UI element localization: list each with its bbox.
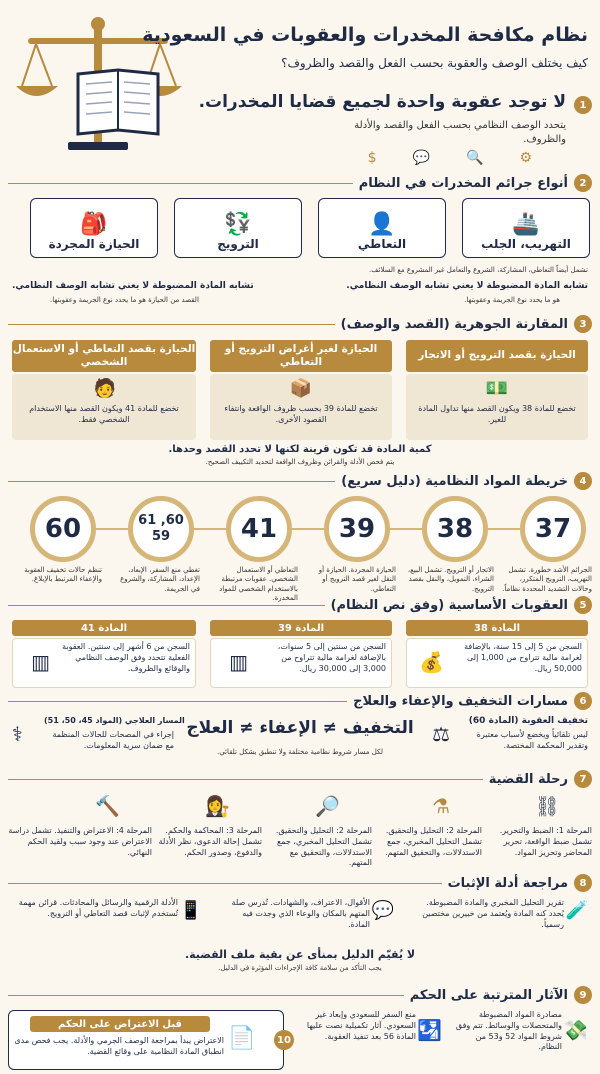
- penalty-text: السجن من سنتين إلى 5 سنوات، بالإضافة لغرامة مالية تتراوح من 3,000 إلى 30,000 ريال.: [277, 642, 386, 673]
- money-hand-icon: $: [367, 150, 377, 166]
- note: هو ما يحدد نوع الجريمة وعقوبتها.: [464, 296, 560, 304]
- note: تشمل أيضاً التعاطي، المشاركة، الشروع والتعامل غير المشروع مع السلائف.: [369, 266, 588, 274]
- section-5-header: [8, 594, 592, 616]
- handcuffs-icon: ⛓: [534, 794, 560, 818]
- section-number: 8: [574, 874, 592, 892]
- section-6-header: [8, 690, 592, 712]
- section-number: 2: [574, 174, 592, 192]
- note: تشابه المادة المضبوطة لا يعني تشابه الوصف النظامي.: [12, 281, 254, 291]
- evidence-item: تقرير التحليل المخبري والمادة المضبوطة. يُحدد كنه المادة ويُعتمد من خبيرين مختصين رسمياً.: [422, 898, 564, 929]
- section-3-header: [8, 313, 592, 335]
- appeal-header: قبل الاعتراض على الحكم: [30, 1016, 210, 1032]
- section-number: 5: [574, 596, 592, 614]
- case-step: المرحلة 2: التحليل والتحقيق. تشمل التحليل المخبري، جمع الاستدلالات، والتحقيق المتهم.: [385, 826, 482, 857]
- comparison-text: تخضع للمادة 41 ويكون القصد منها الاستخدام الشخصي فقط.: [29, 404, 179, 424]
- article-text: التعاطي أو الاستعمال الشخصي. عقوبات مرتبطة بالاستخدام الشخصي للمواد المخدرة.: [219, 566, 298, 603]
- section-title: أنواع جرائم المخدرات في النظام: [358, 175, 568, 191]
- section-number: 7: [574, 770, 592, 788]
- penalty-text: السجن من 5 إلى 15 سنة، بالإضافة لغرامة مالية تتراوح من 1,000 إلى 50,000 ريال.: [464, 642, 582, 673]
- note: القصد من الحيازة هو ما يحدد نوع الجريمة وعقوبتها.: [50, 296, 199, 304]
- comparison-header: الحيازة لغير أغراض الترويج أو التعاطي: [210, 340, 392, 372]
- card-promotion: [174, 198, 302, 258]
- box-icon: 📦: [289, 378, 312, 399]
- treatment-text: إجراء في المصحات للحالات المنظمة مع ضمان سرية المعلومات.: [52, 730, 174, 750]
- section-1-heading: لا توجد عقوبة واحدة لجميع قضايا المخدرات.: [198, 92, 566, 112]
- page-title: نظام مكافحة المخدرات والعقوبات في السعودية: [142, 24, 588, 46]
- money-exchange-icon: 💱: [224, 212, 252, 237]
- medical-icon: ⚕: [12, 722, 23, 746]
- section-4-header: [8, 470, 592, 492]
- section-title: الآثار المترتبة على الحكم: [409, 987, 568, 1003]
- article-text: تغطي منع السفر، الإبعاد، الإعداد، المشاركة، والشروع في الجريمة.: [120, 566, 200, 593]
- case-step: المرحلة 3: المحاكمة والحكم. تشمل إحالة الدعوى، نظر الأدلة والدفوع، وصدور الحكم.: [158, 826, 262, 857]
- divider: [8, 324, 335, 325]
- card-smuggling: [462, 198, 590, 258]
- evidence-note-2: يجب التأكد من سلامة كافة الإجراءات المؤثرة في الدليل.: [218, 964, 382, 972]
- gavel-icon: ⚖: [432, 722, 450, 746]
- passport-icon: 🛂: [417, 1018, 442, 1042]
- prison-bars-icon: ▥: [31, 650, 50, 674]
- section-title: رحلة القضية: [488, 771, 568, 787]
- card-use: [318, 198, 446, 258]
- lab-report-icon: 🧪: [565, 900, 588, 921]
- judgment-effect: منع السفر للسعودي وإبعاد غير السعودي. آثار تكميلية نصت عليها المادة 56 بعد تنفيذ العقوبة.: [306, 1010, 416, 1041]
- card-label: التهريب، الجلب: [481, 237, 571, 251]
- document-search-icon: 🔍: [466, 150, 484, 166]
- judgment-effect: مصادرة المواد المضبوطة والمتحصلات والوسائط. تتم وفق شروط المواد 52 و53 من النظام.: [455, 1010, 562, 1052]
- article-circle: 60, 61 59: [128, 496, 194, 562]
- evidence-item: الأقوال، الاعتراف، والشهادات. تُدرس صلة المتهم بالمكان والوعاء الذي وجدت فيه المادة.: [231, 898, 370, 929]
- mitigation-equation: التخفيف ≠ الإعفاء ≠ العلاج: [186, 718, 414, 738]
- evidence-item: الأدلة الرقمية والرسائل والمحادثات. قرائن مهمة تُستخدم لإثبات قصد التعاطي أو الترويج.: [18, 898, 178, 918]
- phone-icon: 📱: [179, 900, 202, 921]
- prison-bars-icon: ▥: [229, 650, 248, 674]
- gears-icon: ⚙: [519, 150, 532, 166]
- section-1-text-2: والظروف.: [523, 134, 566, 145]
- article-text: الاتجار أو الترويج. تشمل البيع، الشراء، التمويل، والنقل بقصد الترويج.: [407, 566, 494, 593]
- backpack-icon: 🎒: [80, 212, 108, 237]
- divider: [8, 481, 335, 482]
- case-step: المرحلة 2: التحليل والتحقيق. تشمل التحليل المخبري، جمع الاستدلالات، والتحقيق مع المتهم.: [275, 826, 372, 868]
- card-label: الترويج: [217, 237, 259, 251]
- section-title: خريطة المواد النظامية (دليل سريع): [341, 473, 568, 489]
- section-number: 3: [574, 315, 592, 333]
- section-number: 9: [574, 986, 592, 1004]
- gavel-icon: 🔨: [95, 794, 120, 818]
- header: [0, 0, 600, 92]
- comparison-header: الحيازة بقصد الترويج أو الاتجار: [406, 340, 588, 372]
- section-title: العقوبات الأساسية (وفق نص النظام): [330, 597, 568, 613]
- comparison-text: تخضع للمادة 39 بحسب ظروف الواقعة وانتفاء القصود الأخرى.: [224, 404, 378, 424]
- appeal-text: الاعتراض يبدأ بمراجعة الوصف الجرمي والأدلة. يجب فحص مدى انطباق المادة النظامية على وقائع القضية.: [14, 1036, 224, 1056]
- section-title: مسارات التخفيف والإعفاء والعلاج: [353, 693, 568, 709]
- money-hand-icon: 💵: [485, 378, 508, 399]
- penalty-text: السجن من 6 أشهر إلى سنتين. العقوبة الفعلية تتحدد وفق الوصف النظامي والوقائع والظروف.: [62, 642, 190, 673]
- divider: [8, 779, 483, 780]
- note: تشابه المادة المضبوطة لا يعني تشابه الوصف النظامي.: [346, 281, 588, 291]
- section-7-header: [8, 768, 592, 790]
- divider: [8, 605, 325, 606]
- card-possession: [30, 198, 158, 258]
- person-icon: 👤: [368, 212, 396, 237]
- evidence-note: لا يُقيّم الدليل بمنأى عن بقية ملف القضية.: [184, 948, 416, 961]
- penalty-header: المادة 38: [406, 620, 588, 636]
- article-circle: 60: [30, 496, 96, 562]
- article-text: الحيازة المجردة. الحيازة أو النقل لغير قصد الترويج أو التعاطي.: [318, 566, 396, 593]
- article-circle: 39: [324, 496, 390, 562]
- comparison-text: تخضع للمادة 38 ويكون القصد منها تداول المادة للغير.: [418, 404, 576, 424]
- ship-icon: 🚢: [512, 212, 540, 237]
- card-label: التعاطي: [357, 237, 407, 251]
- card-label: الحيازة المجردة: [48, 237, 140, 251]
- article-text: الجرائم الأشد خطورة. تشمل التهريب، الترويج المتكرر، وحالات التشديد المحددة نظاماً.: [502, 566, 592, 593]
- treatment-heading: المسار العلاجي (المواد 45، 50، 51): [44, 716, 185, 725]
- case-step: المرحلة 4: الاعتراض والتنفيذ. تشمل دراسة الاعتراض عند وجود سبب ولقيد الحكم النهائي.: [8, 826, 152, 857]
- mitigation-heading: تخفيف العقوبة (المادة 60): [468, 716, 588, 726]
- lab-icon: ⚗: [432, 794, 450, 818]
- mitigation-text: ليس تلقائياً ويخضع لأسباب معتبرة وتقدير المحكمة المختصة.: [476, 730, 588, 750]
- section-1-text: يتحدد الوصف النظامي بحسب الفعل والقصد والأدلة: [354, 120, 566, 131]
- section-number: 4: [574, 472, 592, 490]
- penalty-header: المادة 41: [12, 620, 196, 636]
- section-2-header: [8, 172, 592, 194]
- document-review-icon: 📄: [228, 1026, 256, 1051]
- divider: [8, 883, 442, 884]
- article-circle: 38: [422, 496, 488, 562]
- article-text: تنظم حالات تخفيف العقوبة والإعفاء المرتبط بالإبلاغ.: [24, 566, 102, 584]
- speech-icon: 💬: [371, 900, 394, 921]
- cash-box-icon: 💸: [563, 1018, 588, 1042]
- section-title: المقارنة الجوهرية (القصد والوصف): [340, 316, 568, 332]
- case-step: المرحلة 1: الضبط والتحرير. تشمل ضبط الواقعة، تحرير المحاضر وتحريز المواد.: [499, 826, 592, 857]
- page-subtitle: كيف يختلف الوصف والعقوبة بحسب الفعل والقصد والظروف؟: [281, 56, 588, 70]
- appeal-number: 10: [274, 1030, 294, 1050]
- comparison-note-2: يتم فحص الأدلة والقرائن وظروف الواقعة لتحديد التكييف الصحيح.: [205, 458, 395, 466]
- section-title: مراجعة أدلة الإثبات: [447, 875, 568, 891]
- mitigation-note: لكل مسار شروط نظامية مختلفة ولا تنطبق بشكل تلقائي.: [216, 748, 384, 756]
- judge-icon: 👩‍⚖: [205, 794, 230, 818]
- document-magnifier-icon: 🔎: [315, 794, 340, 818]
- section-9-header: [8, 984, 592, 1006]
- comparison-note: كمية المادة قد تكون قرينة لكنها لا تحدد القصد وحدها.: [168, 444, 432, 455]
- divider: [8, 995, 404, 996]
- section-8-header: [8, 872, 592, 894]
- divider: [8, 701, 347, 702]
- section-1: [192, 92, 592, 174]
- section-number: 1: [574, 96, 592, 114]
- penalty-header: المادة 39: [210, 620, 392, 636]
- article-circle: 37: [520, 496, 586, 562]
- money-bag-icon: 💰: [419, 650, 444, 674]
- divider: [8, 183, 353, 184]
- smoking-person-icon: 🧑: [93, 378, 116, 399]
- speech-bubble-icon: 💬: [412, 150, 430, 166]
- article-circle: 41: [226, 496, 292, 562]
- section-number: 6: [574, 692, 592, 710]
- comparison-header: الحيازة بقصد التعاطي أو الاستعمال الشخصي: [12, 340, 196, 372]
